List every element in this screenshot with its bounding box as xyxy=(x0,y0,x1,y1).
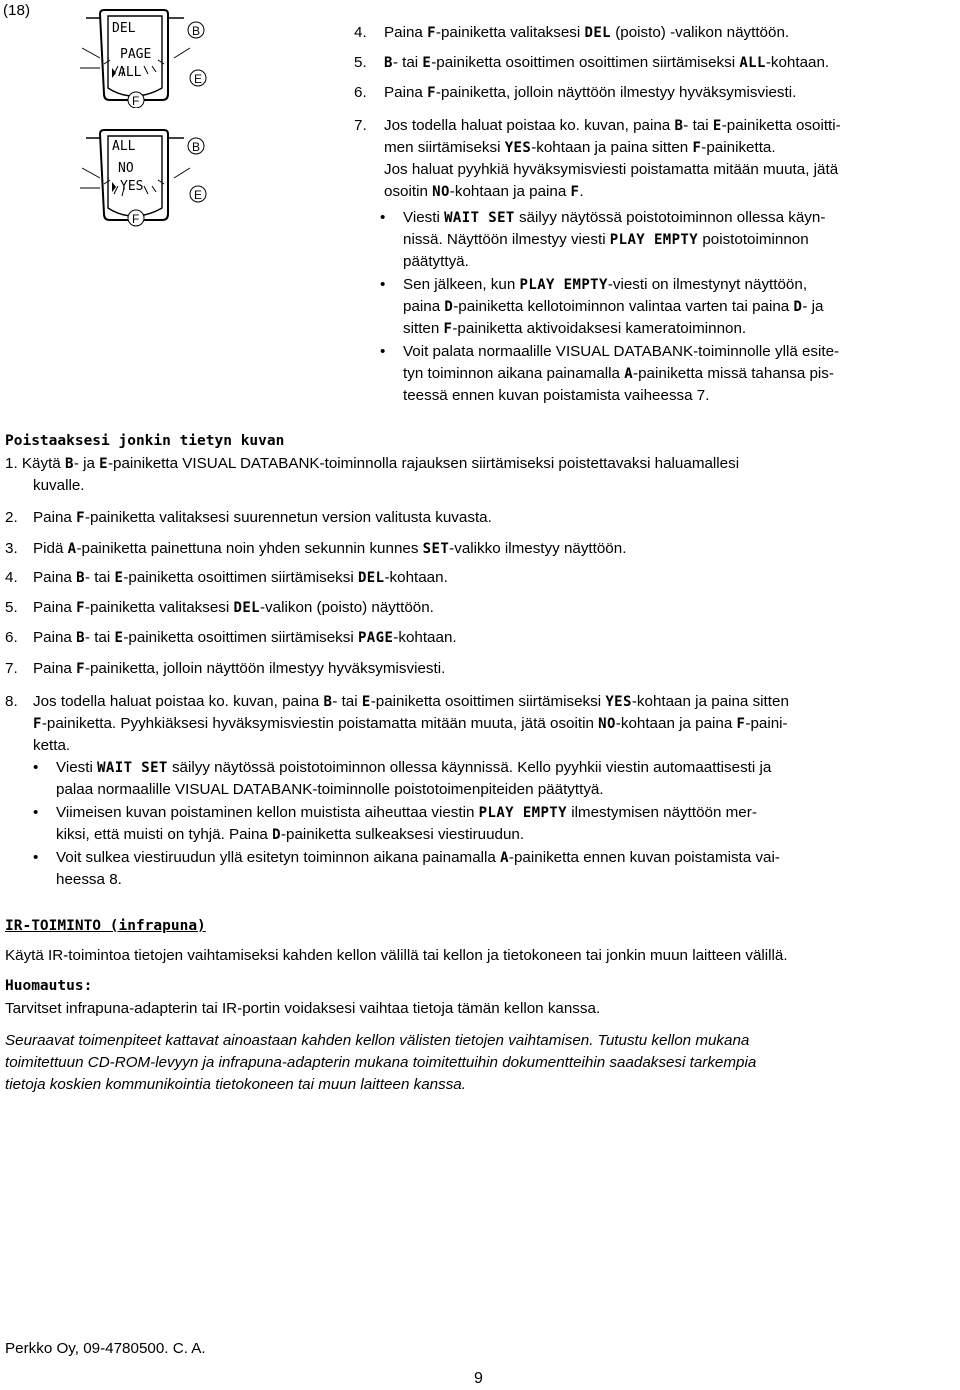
page-number: 9 xyxy=(474,1370,483,1387)
top-step-7: 7. Jos todella haluat poistaa ko. kuvan, paina B- tai E-painiketta osoitti- men siirtämiseksi YES-kohtaan ja paina sitten F-painiketta. Jos haluat pyyhkiä hyväksymisviesti poistamatta mitään muuta, jätä osoitin NO-kohtaan ja paina F. xyxy=(354,117,841,200)
lower-bullet-last-image: • Viimeisen kuvan poistaminen kellon muistista aiheuttaa viestin PLAY EMPTY ilmestymisen näyttöön mer- kiksi, että muisti on tyhjä. Paina D-painiketta sulkeaksesi viestiruudun. xyxy=(33,804,757,843)
top-bullet-visual-databank: • Voit palata normaalille VISUAL DATABANK-toiminnolle yllä esite- tyn toiminnon aikana painamalla A-painiketta missä tahansa pis- teessä ennen kuvan poistamista vaiheessa 7. xyxy=(380,343,840,404)
lower-step-8: 8. Jos todella haluat poistaa ko. kuvan, paina B- tai E-painiketta osoittimen siirtämiseksi YES-kohtaan ja paina sitten F-painiketta. Pyyhkiäksesi hyväksymisviestin poistamatta mitään muuta, jätä osoitin NO-kohtaan ja paina F-paini- ketta. xyxy=(5,693,789,754)
top-step-6: 6. Paina F-painiketta, jolloin näyttöön ilmestyy hyväksymisviesti. xyxy=(354,84,797,101)
lower-step-1: 1. Käytä B- ja E-painiketta VISUAL DATABANK-toiminnolla rajauksen siirtämiseksi poistettavaksi haluamallesi kuvalle. xyxy=(5,455,740,494)
section-title-delete-specific: Poistaaksesi jonkin tietyn kuvan xyxy=(5,433,285,449)
figure1-line1: DEL xyxy=(112,21,136,36)
italic-notice-line: Seuraavat toimenpiteet kattavat ainoastaan kahden kellon välisten tietojen vaihtamisen. Tutustu kellon mukana xyxy=(5,1032,750,1049)
italic-notice-line: tietoja koskien kommunikointia tietokoneen tai muun laitteen kanssa. xyxy=(5,1076,466,1093)
top-bullet-wait-set: • Viesti WAIT SET säilyy näytössä poistotoiminnon ollessa käyn- nissä. Näyttöön ilmestyy viesti PLAY EMPTY poistotoiminnon päätyttyä. xyxy=(380,209,826,270)
lower-step-6: 6. Paina B- tai E-painiketta osoittimen siirtämiseksi PAGE-kohtaan. xyxy=(5,629,457,646)
lower-bullet-wait-set: • Viesti WAIT SET säilyy näytössä poistotoiminnon ollessa käynnissä. Kello pyyhkii viestin automaattisesti ja palaa normaalille VISUAL DATABANK-toiminnolle poistotoimenpiteiden päätyttyä. xyxy=(33,759,772,798)
top-bullet-play-empty: • Sen jälkeen, kun PLAY EMPTY-viesti on ilmestynyt näyttöön, paina D-painiketta kellotoiminnon valintaa varten tai paina D- ja sitten F-painiketta aktivoidaksesi kameratoiminnon. xyxy=(380,276,824,337)
italic-notice xyxy=(5,1030,955,1096)
top-step-5: 5. B- tai E-painiketta osoittimen osoittimen siirtämiseksi ALL-kohtaan. xyxy=(354,54,830,71)
italic-notice-line: toimitettuun CD-ROM-levyyn ja infrapuna-adapterin mukana toimitettuihin dokumentteihin saadaksesi tarkempia xyxy=(5,1054,757,1071)
figure2-line1: ALL xyxy=(112,139,136,154)
figure1-button-b: B xyxy=(192,24,201,38)
figure2-line3: YES xyxy=(120,179,144,194)
watch-display-figure-del-page-all xyxy=(78,8,212,108)
ir-description: Käytä IR-toimintoa tietojen vaihtamiseksi kahden kellon välillä tai kellon ja tietokoneen tai jonkin muun laitteen välillä. xyxy=(5,947,788,964)
note-text: Tarvitset infrapuna-adapterin tai IR-portin voidaksesi vaihtaa tietoja tämän kellon kanssa. xyxy=(5,1000,601,1017)
figure1-line2: PAGE xyxy=(120,47,152,62)
figure1-line3: ALL xyxy=(118,65,142,80)
figure2-button-f: F xyxy=(132,212,140,226)
lower-step-5: 5. Paina F-painiketta valitaksesi DEL-valikon (poisto) näyttöön. xyxy=(5,599,434,616)
lower-step-2: 2. Paina F-painiketta valitaksesi suurennetun version valitusta kuvasta. xyxy=(5,509,492,526)
note-title: Huomautus: xyxy=(5,978,93,994)
ir-section-title: IR-TOIMINTO (infrapuna) xyxy=(5,918,206,934)
lower-step-3: 3. Pidä A-painiketta painettuna noin yhden sekunnin kunnes SET-valikko ilmestyy näyttöön. xyxy=(5,540,627,557)
top-step-4: 4. Paina F-painiketta valitaksesi DEL (poisto) -valikon näyttöön. xyxy=(354,24,790,41)
figure2-button-e: E xyxy=(194,188,203,202)
lower-bullet-close-message: • Voit sulkea viestiruudun yllä esitetyn toiminnon aikana painamalla A-painiketta ennen kuvan poistamista vai- heessa 8. xyxy=(33,849,780,888)
figure1-button-e: E xyxy=(194,72,203,86)
page-reference: (18) xyxy=(3,2,31,19)
lower-step-7: 7. Paina F-painiketta, jolloin näyttöön ilmestyy hyväksymisviesti. xyxy=(5,660,446,677)
figure2-line2: NO xyxy=(118,161,134,176)
figure2-button-b: B xyxy=(192,140,201,154)
lower-step-4: 4. Paina B- tai E-painiketta osoittimen siirtämiseksi DEL-kohtaan. xyxy=(5,569,448,586)
figure1-button-f: F xyxy=(132,94,140,108)
footer-publisher: Perkko Oy, 09-4780500. C. A. xyxy=(5,1340,206,1357)
watch-display-figure-all-no-yes xyxy=(78,128,212,228)
